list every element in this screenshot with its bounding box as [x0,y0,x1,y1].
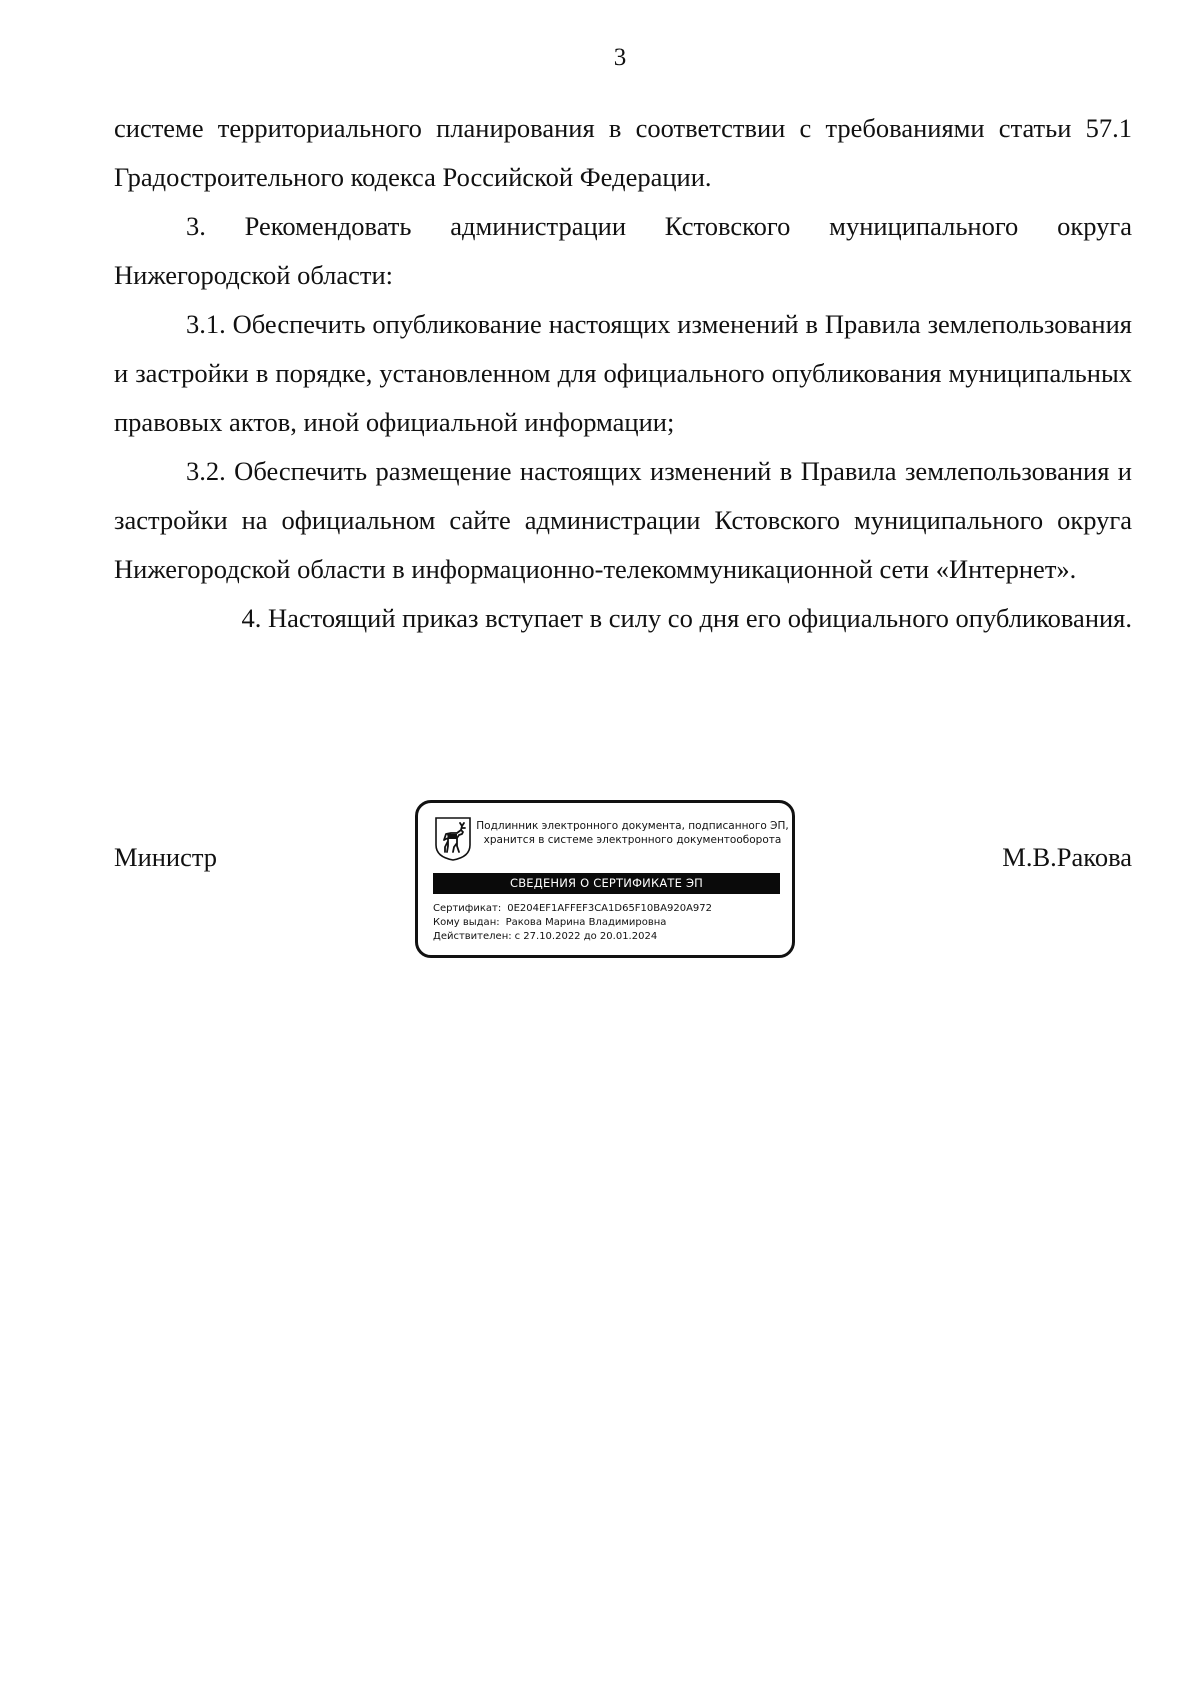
stamp-header-line-1: Подлинник электронного документа, подписанного ЭП, [476,820,789,832]
stamp-header [475,819,790,847]
nizhny-novgorod-deer-emblem-icon [435,817,471,861]
stamp-certificate-details [433,902,712,944]
paragraph-item-4: 4. Настоящий приказ вступает в силу со дня его официального опубликования. [241,603,1132,633]
certificate-label: Сертификат: [433,903,502,914]
signatory-name: М.В.Ракова [1002,842,1132,872]
paragraph-item-3-1: 3.1. Обеспечить опубликование настоящих изменений в Правила землепользования и застройки в порядке, установленном для официального опубликования муниципальных правовых актов, иной официальной информации; [114,309,1132,437]
electronic-signature-stamp [415,800,795,958]
valid-value: с 27.10.2022 до 20.01.2024 [514,931,658,942]
stamp-title-bar: СВЕДЕНИЯ О СЕРТИФИКАТЕ ЭП [433,873,780,894]
issued-to-label: Кому выдан: [433,917,500,928]
issued-to-value: Ракова Марина Владимировна [505,917,667,928]
document-body [114,104,1132,643]
paragraph-continuation: системе территориального планирования в соответствии с требованиями статьи 57.1 Градостроительного кодекса Российской Федерации. [114,113,1132,192]
stamp-header-line-2: хранится в системе электронного документооборота [483,834,782,846]
paragraph-item-3: 3. Рекомендовать администрации Кстовского муниципального округа Нижегородской области: [114,211,1132,290]
stamp-validity-row [433,930,712,944]
paragraph-item-3-2: 3.2. Обеспечить размещение настоящих изменений в Правила землепользования и застройки на официальном сайте администрации Кстовского муниципального округа Нижегородской области в информационно-телекоммуникационной сети «Интернет». [114,456,1132,584]
certificate-value: 0E204EF1AFFEF3CA1D65F10BA920A972 [507,903,712,914]
stamp-issued-row [433,916,712,930]
valid-label: Действителен: [433,931,512,942]
signatory-position: Министр [114,842,218,872]
stamp-certificate-row [433,902,712,916]
page-number: 3 [613,44,627,71]
